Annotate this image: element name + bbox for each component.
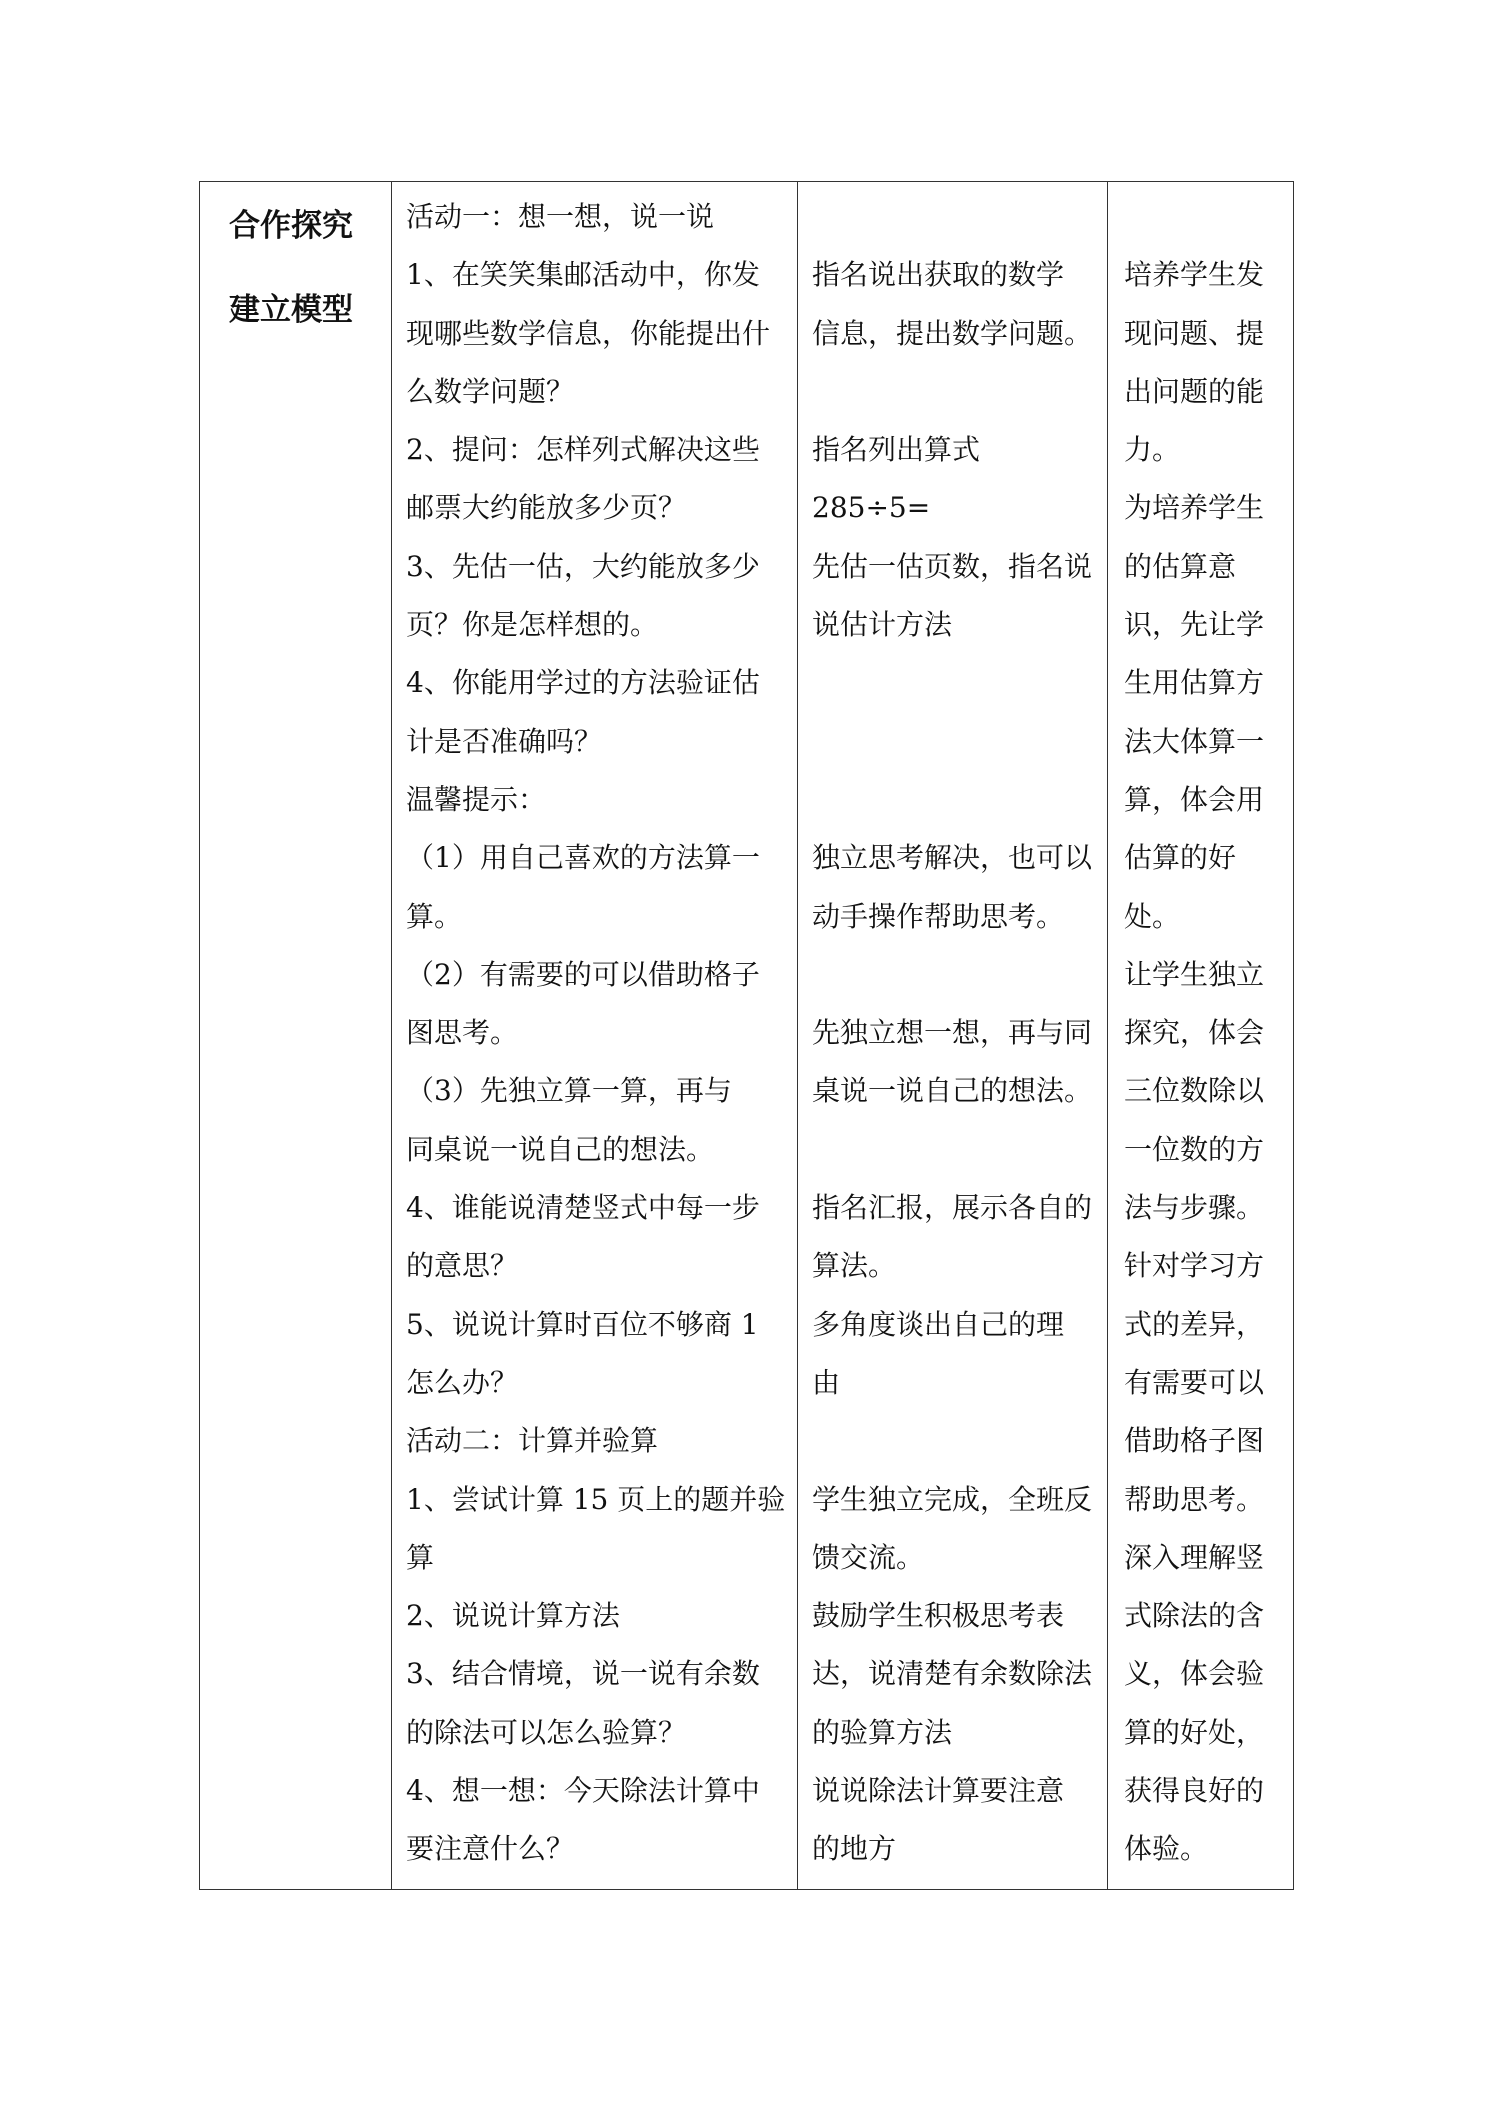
teacher-activity-line: 4、想一想：今天除法计算中 bbox=[406, 1774, 760, 1808]
teacher-activity-line: 温馨提示： bbox=[406, 782, 547, 816]
teacher-activity-line: 活动二：计算并验算 bbox=[406, 1424, 659, 1458]
student-activity-line: 算法。 bbox=[812, 1249, 897, 1283]
student-activity-line: 鼓励学生积极思考表 bbox=[812, 1599, 1065, 1633]
student-activity-line: 动手操作帮助思考。 bbox=[812, 899, 1065, 933]
intent-line: 算，体会用 bbox=[1124, 782, 1265, 816]
student-activity-line: 桌说一说自己的想法。 bbox=[812, 1074, 1093, 1108]
teacher-activity-line: 4、谁能说清楚竖式中每一步 bbox=[406, 1191, 760, 1225]
student-activity-line bbox=[812, 946, 1092, 1004]
student-activity-line: 指名说出获取的数学 bbox=[812, 258, 1065, 292]
teacher-activity-line: 要注意什么？ bbox=[406, 1832, 575, 1866]
intent-line: 识，先让学 bbox=[1124, 608, 1265, 642]
intent-line: 获得良好的 bbox=[1124, 1774, 1265, 1808]
intent-line: 估算的好 bbox=[1124, 841, 1237, 875]
student-activity-line bbox=[812, 363, 1092, 421]
student-activity-line: 说估计方法 bbox=[812, 608, 953, 642]
intent-line: 为培养学生 bbox=[1124, 491, 1265, 525]
intent-line: 现问题、提 bbox=[1124, 316, 1265, 350]
teacher-activity-line: 5、说说计算时百位不够商 1 bbox=[406, 1307, 759, 1341]
intent-line: 有需要可以 bbox=[1124, 1365, 1265, 1399]
teacher-activity-line: 1、在笑笑集邮活动中，你发 bbox=[406, 258, 760, 292]
teacher-activity-line: 算 bbox=[406, 1540, 435, 1574]
intent-line: 探究，体会 bbox=[1124, 1016, 1265, 1050]
stage-title-line: 建立模型 bbox=[229, 292, 353, 328]
intent-line: 的估算意 bbox=[1124, 549, 1237, 583]
intent-line: 针对学习方 bbox=[1124, 1249, 1265, 1283]
column-divider bbox=[1107, 181, 1108, 1890]
student-activity-line: 的地方 bbox=[812, 1832, 897, 1866]
teacher-activity-line: 3、先估一估，大约能放多少 bbox=[406, 549, 760, 583]
student-activity-line: 先独立想一想，再与同 bbox=[812, 1016, 1093, 1050]
teacher-activity-cell bbox=[406, 188, 785, 1879]
teacher-activity-line: 2、提问：怎样列式解决这些 bbox=[406, 433, 760, 467]
teacher-activity-line: 3、结合情境，说一说有余数 bbox=[406, 1657, 760, 1691]
student-activity-cell bbox=[812, 188, 1092, 1879]
column-divider bbox=[391, 181, 392, 1890]
student-activity-line bbox=[812, 1121, 1092, 1179]
teacher-activity-line: 活动一：想一想，说一说 bbox=[406, 200, 715, 233]
student-activity-line: 学生独立完成，全班反 bbox=[812, 1482, 1093, 1516]
teacher-activity-line: （3）先独立算一算，再与 bbox=[406, 1074, 732, 1108]
design-intent-cell bbox=[1124, 188, 1264, 1879]
intent-line: 让学生独立 bbox=[1124, 957, 1265, 991]
teacher-activity-line: 计是否准确吗？ bbox=[406, 724, 603, 758]
teacher-activity-line: 怎么办？ bbox=[406, 1365, 519, 1399]
student-activity-line: 达，说清楚有余数除法 bbox=[812, 1657, 1093, 1691]
intent-line: 出问题的能 bbox=[1124, 374, 1265, 408]
teacher-activity-line: 现哪些数学信息，你能提出什 bbox=[406, 316, 771, 350]
intent-line: 一位数的方 bbox=[1124, 1132, 1265, 1166]
teacher-activity-line: 2、说说计算方法 bbox=[406, 1599, 620, 1633]
intent-line: 法大体算一 bbox=[1124, 724, 1265, 758]
intent-line: 三位数除以 bbox=[1124, 1074, 1265, 1108]
teacher-activity-line: 算。 bbox=[406, 899, 463, 933]
student-activity-line: 信息，提出数学问题。 bbox=[812, 316, 1093, 350]
student-activity-line bbox=[812, 771, 1092, 829]
intent-line: 式除法的含 bbox=[1124, 1599, 1265, 1633]
intent-line: 借助格子图 bbox=[1124, 1424, 1265, 1458]
teacher-activity-line: 的意思？ bbox=[406, 1249, 519, 1283]
student-activity-line: 馈交流。 bbox=[812, 1540, 925, 1574]
intent-line: 算的好处， bbox=[1124, 1715, 1265, 1749]
student-activity-line bbox=[812, 1412, 1092, 1470]
student-activity-line: 指名列出算式 bbox=[812, 433, 981, 467]
student-activity-line: 独立思考解决，也可以 bbox=[812, 841, 1093, 875]
teacher-activity-line: 么数学问题？ bbox=[406, 374, 575, 408]
teacher-activity-line: 的除法可以怎么验算？ bbox=[406, 1715, 687, 1749]
student-activity-line: 285÷5= bbox=[812, 491, 931, 525]
teacher-activity-line: 页？你是怎样想的。 bbox=[406, 608, 659, 642]
student-activity-line: 指名汇报，展示各自的 bbox=[812, 1191, 1093, 1225]
intent-line: 处。 bbox=[1124, 899, 1181, 933]
teacher-activity-line: 1、尝试计算 15 页上的题并验 bbox=[406, 1482, 786, 1516]
teacher-activity-line: 4、你能用学过的方法验证估 bbox=[406, 666, 760, 700]
teacher-activity-line: （1）用自己喜欢的方法算一 bbox=[406, 841, 760, 875]
stage-title-line: 合作探究 bbox=[229, 208, 353, 244]
intent-line: 法与步骤。 bbox=[1124, 1191, 1265, 1225]
intent-line: 力。 bbox=[1124, 433, 1181, 467]
student-activity-line bbox=[812, 654, 1092, 712]
intent-line: 体验。 bbox=[1124, 1832, 1209, 1866]
student-activity-line bbox=[812, 713, 1092, 771]
student-activity-line: 的验算方法 bbox=[812, 1715, 953, 1749]
teacher-activity-line: 邮票大约能放多少页？ bbox=[406, 491, 687, 525]
student-activity-line bbox=[812, 188, 1092, 246]
column-divider bbox=[797, 181, 798, 1890]
student-activity-line: 由 bbox=[812, 1365, 841, 1399]
intent-line: 帮助思考。 bbox=[1124, 1482, 1265, 1516]
intent-line: 生用估算方 bbox=[1124, 666, 1265, 700]
student-activity-line: 先估一估页数，指名说 bbox=[812, 549, 1093, 583]
intent-line: 式的差异， bbox=[1124, 1307, 1265, 1341]
teacher-activity-line: 同桌说一说自己的想法。 bbox=[406, 1132, 715, 1166]
intent-line: 义，体会验 bbox=[1124, 1657, 1265, 1691]
intent-line: 培养学生发 bbox=[1124, 258, 1265, 292]
teacher-activity-line: （2）有需要的可以借助格子 bbox=[406, 957, 760, 991]
intent-line: 深入理解竖 bbox=[1124, 1540, 1265, 1574]
teacher-activity-line: 图思考。 bbox=[406, 1016, 519, 1050]
stage-title-cell bbox=[229, 190, 353, 358]
student-activity-line: 多角度谈出自己的理 bbox=[812, 1307, 1065, 1341]
intent-line bbox=[1124, 188, 1264, 246]
student-activity-line: 说说除法计算要注意 bbox=[812, 1774, 1065, 1808]
